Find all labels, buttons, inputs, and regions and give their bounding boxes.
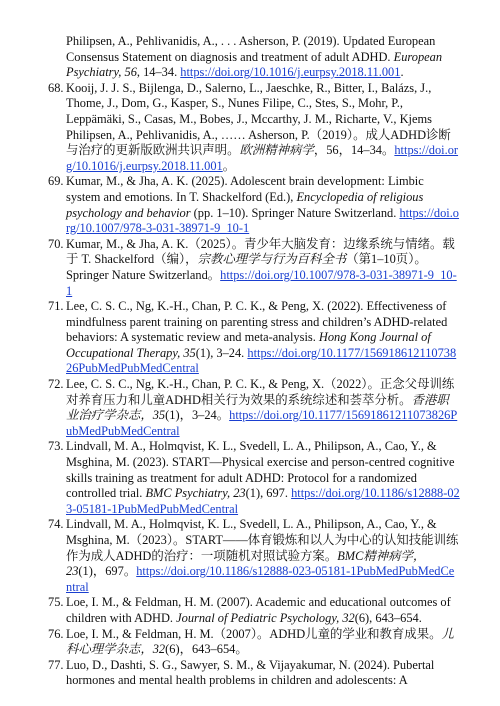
reference-text: Lindvall, M. A., Holmqvist, K. L., Svedell, L. A., Philipson, A., Cao, Y., & Msghina, M.（2023）。START——体育锻炼和以人为中心的认知技能训练作为成人ADHD的治疗：一项随机对照试验方案。 [66,517,459,563]
doi-link[interactable]: https://doi.org/10.1016/j.eurpsy.2018.11.001 [66,143,459,173]
reference-text: Lee, C. S. C., Ng, K.-H., Chan, P. C. K., & Peng, X.（2022）。正念父母训练对养育压力和儿童ADHD相关行为效果的系统综述和荟萃分析。 [66,377,455,407]
reference-item [0,517,500,595]
journal-title: 儿科心理学杂志，32 [66,626,454,657]
reference-text: Philipsen, A., Pehlivanidis, A., . . . Asherson, P. (2019). Updated European Consensus Statement on diagnosis and treatment of adult ADHD. [66,34,436,64]
reference-number: 68. [48,80,64,95]
reference-text: Lindvall, M. A., Holmqvist, K. L., Svedell, L. A., Philipson, A., Cao, Y., & Msghina, M. (2023). START—Physical exercise and person-centred cognitive skills training as treatment for adult ADHD: Protocol for a randomized controlled trial. [66,439,455,501]
reference-number: 77. [48,657,64,672]
doi-link[interactable]: https://doi.org/10.1186/s12888-023-05181-1PubMedPubMedCentral [66,564,455,594]
reference-detail: (1), 3–24. [195,345,248,360]
journal-title: Journal of Pediatric Psychology, 32 [176,610,355,625]
reference-number: 70. [48,236,64,251]
reference-number: 71. [48,299,64,314]
reference-item [0,174,500,236]
doi-link[interactable]: https://doi.org/10.1177/15691861211073826PubMedPubMedCentral [66,345,457,376]
reference-item [0,658,500,689]
reference-text: Loe, I. M., & Feldman, H. M. (2007). Academic and educational outcomes of children with ADHD. [66,595,451,625]
reference-text: Kumar, M., & Jha, A. K.（2025）。青少年大脑发育：边缘系统与情绪。载于 T. Shackelford（编）， [66,236,455,267]
reference-text: Kooij, J. J. S., Bijlenga, D., Salerno, L., Jaeschke, R., Bitter, I., Balázs, J., Thome, J., Dom, G., Kasper, S., Nunes Filipe, C., Stes, S., Mohr, P., Leppämäki, S., Casas, M., Bobes, J., Mccarthy, J. M., Richarte, V., Kjems Philipsen, A., Pehlivanidis, A., …… Asherson, P.（2019）。成人ADHD诊断与治疗的更新版欧洲共识声明。 [66,80,451,158]
journal-title: European Psychiatry, 56 [66,49,443,80]
reference-detail: (6), 643–654. [354,610,422,625]
reference-number: 76. [48,626,64,641]
reference-detail: (1), 697. [245,486,292,501]
journal-title: 欧洲精神病学 [239,143,314,158]
reference-continuation: Philipsen, A., Pehlivanidis, A., . . . Asherson, P. (2019). Updated European Consensus Statement on diagnosis and treatment of adult ADHD. European Psychiatry, 56, 14–34. https://doi.org/10.1016/j.eurpsy.2018.11.001. [66,34,443,80]
reference-text: Luo, D., Dashti, S. G., Sawyer, S. M., & Vijayakumar, N. (2024). Pubertal hormones and mental health problems in children and adolescents: A [66,657,435,688]
journal-title: BMC Psychiatry, 23 [145,486,246,501]
reference-item: 68. Kooij, J. J. S., Bijlenga, D., Salerno, L., Jaeschke, R., Bitter, I., Balázs, J., Thome, J., Dom, G., Kasper, S., Nunes Filipe, C., Stes, S., Mohr, P., Leppämäki, S., Casas, M., Bobes, J., Mccarthy, J. M., Richarte, V., Kjems Philipsen, A., Pehlivanidis, A., …… Asherson, P.（2019）。成人ADHD诊断与治疗的更新版欧洲共识声明。欧洲精神病学，56，14–34。https://doi.org/10.1016/j.eurpsy.2018.11.001。 [48,80,459,173]
reference-item [0,237,500,299]
reference-detail: (6)，643–654。 [165,642,248,657]
reference-list [0,34,500,689]
reference-detail: ，56，14–34。 [313,143,395,158]
reference-item [0,299,500,377]
doi-link[interactable]: https://doi.org/10.1007/978-3-031-38971-9_10-1 [66,205,460,236]
reference-text: Loe, I. M., & Feldman, H. M.（2007）。ADHD儿童的学业和教育成果。 [66,626,442,641]
doi-link[interactable]: https://doi.org/10.1177/15691861211073826PubMedPubMedCentral [66,408,458,438]
journal-title: 宗教心理学与行为百科全书 [197,252,347,267]
journal-title: 香港职业治疗学杂志，35 [66,392,449,423]
reference-item [0,627,500,658]
reference-number: 74. [48,517,64,532]
doi-link[interactable]: https://doi.org/10.1016/j.eurpsy.2018.11.001 [180,65,401,80]
reference-item [0,439,500,517]
reference-detail: (pp. 1–10). Springer Nature Switzerland. [190,205,400,220]
journal-title: BMC精神病学，23 [66,548,426,579]
journal-title: Encyclopedia of religious psychology and behavior [66,189,424,220]
reference-number: 69. [48,174,64,189]
reference-detail: (1)，697。 [78,564,137,579]
reference-detail: （第1–10页）。Springer Nature Switzerland。 [66,252,427,282]
reference-item [0,377,500,439]
reference-number: 73. [48,439,64,454]
doi-link[interactable]: https://doi.org/10.1186/s12888-023-05181-1PubMedPubMedCentral [66,486,460,516]
reference-pages: , 14–34. [136,65,181,80]
reference-number: 75. [48,595,64,610]
journal-title: Hong Kong Journal of Occupational Therapy, 35 [66,330,431,360]
reference-number: 72. [48,377,64,392]
reference-item [0,595,500,626]
doi-link[interactable]: https://doi.org/10.1007/978-3-031-38971-9_10-1 [66,267,457,298]
reference-detail: (1)，3–24。 [165,408,230,423]
reference-text: Kumar, M., & Jha, A. K. (2025). Adolescent brain development: Limbic system and emotions. In T. Shackelford (Ed.), [66,174,424,204]
reference-text: Lee, C. S. C., Ng, K.-H., Chan, P. C. K., & Peng, X. (2022). Effectiveness of mindfulness parent training on parenting stress and children’s ADHD-related behaviors: A systematic review and meta-analysis. [66,299,448,345]
